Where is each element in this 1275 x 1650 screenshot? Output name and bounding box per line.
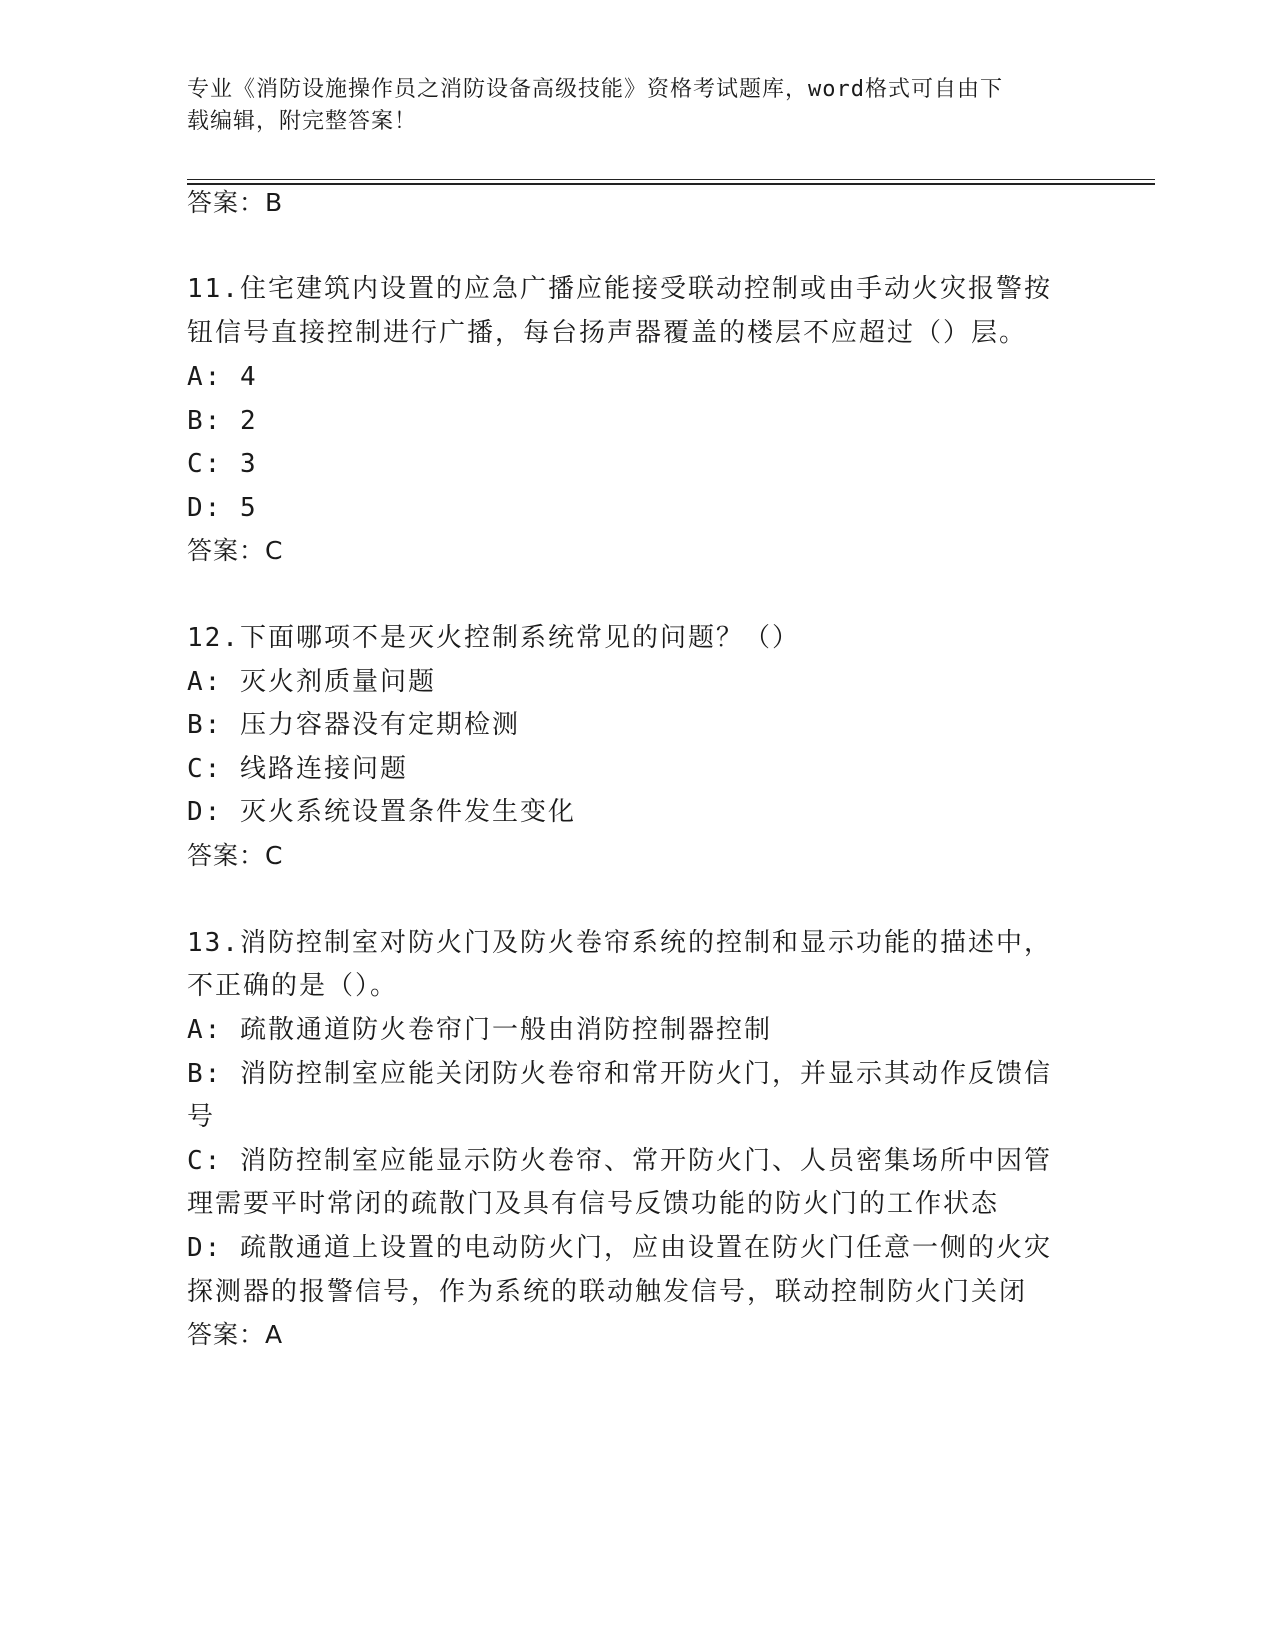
question-11-option-d: D: 5 — [187, 493, 258, 523]
question-12-answer: 答案：C — [187, 841, 284, 870]
question-13-option-b-line-2: 号 — [187, 1102, 216, 1132]
question-11-option-a: A: 4 — [187, 362, 258, 392]
header-divider-thin — [187, 179, 1155, 180]
question-12-text-line-1: 12.下面哪项不是灭火控制系统常见的问题？（） — [187, 623, 800, 653]
question-13-option-c-line-1: C: 消防控制室应能显示防火卷帘、常开防火门、人员密集场所中因管 — [187, 1146, 1052, 1176]
question-11-option-c: C: 3 — [187, 449, 258, 479]
question-11-option-b: B: 2 — [187, 406, 258, 436]
question-13-text-line-2: 不正确的是（）。 — [187, 971, 399, 1001]
question-13-option-a: A: 疏散通道防火卷帘门一般由消防控制器控制 — [187, 1015, 772, 1045]
question-13-option-d-line-1: D: 疏散通道上设置的电动防火门，应由设置在防火门任意一侧的火灾 — [187, 1233, 1052, 1263]
document-header — [187, 74, 1067, 138]
question-13-text-line-1: 13.消防控制室对防火门及防火卷帘系统的控制和显示功能的描述中， — [187, 928, 1052, 958]
question-12-option-c: C: 线路连接问题 — [187, 754, 408, 784]
question-13-option-c-line-2: 理需要平时常闭的疏散门及具有信号反馈功能的防火门的工作状态 — [187, 1189, 1000, 1219]
question-13-answer: 答案：A — [187, 1320, 284, 1349]
header-divider-thick — [187, 183, 1155, 185]
question-12-option-d: D: 灭火系统设置条件发生变化 — [187, 797, 576, 827]
question-11-text-line-2: 钮信号直接控制进行广播，每台扬声器覆盖的楼层不应超过（）层。 — [187, 318, 1028, 348]
previous-answer: 答案：B — [187, 188, 284, 217]
question-12-option-a: A: 灭火剂质量问题 — [187, 667, 436, 697]
question-12-option-b: B: 压力容器没有定期检测 — [187, 710, 520, 740]
question-13-option-d-line-2: 探测器的报警信号，作为系统的联动触发信号，联动控制防火门关闭 — [187, 1277, 1028, 1307]
header-line-1: 专业《消防设施操作员之消防设备高级技能》资格考试题库，word格式可自由下 — [187, 77, 1003, 102]
question-11-answer: 答案：C — [187, 536, 284, 565]
question-13-option-b-line-1: B: 消防控制室应能关闭防火卷帘和常开防火门，并显示其动作反馈信 — [187, 1059, 1052, 1089]
header-line-2: 载编辑，附完整答案！ — [187, 109, 418, 134]
question-11-text-line-1: 11.住宅建筑内设置的应急广播应能接受联动控制或由手动火灾报警按 — [187, 274, 1052, 304]
